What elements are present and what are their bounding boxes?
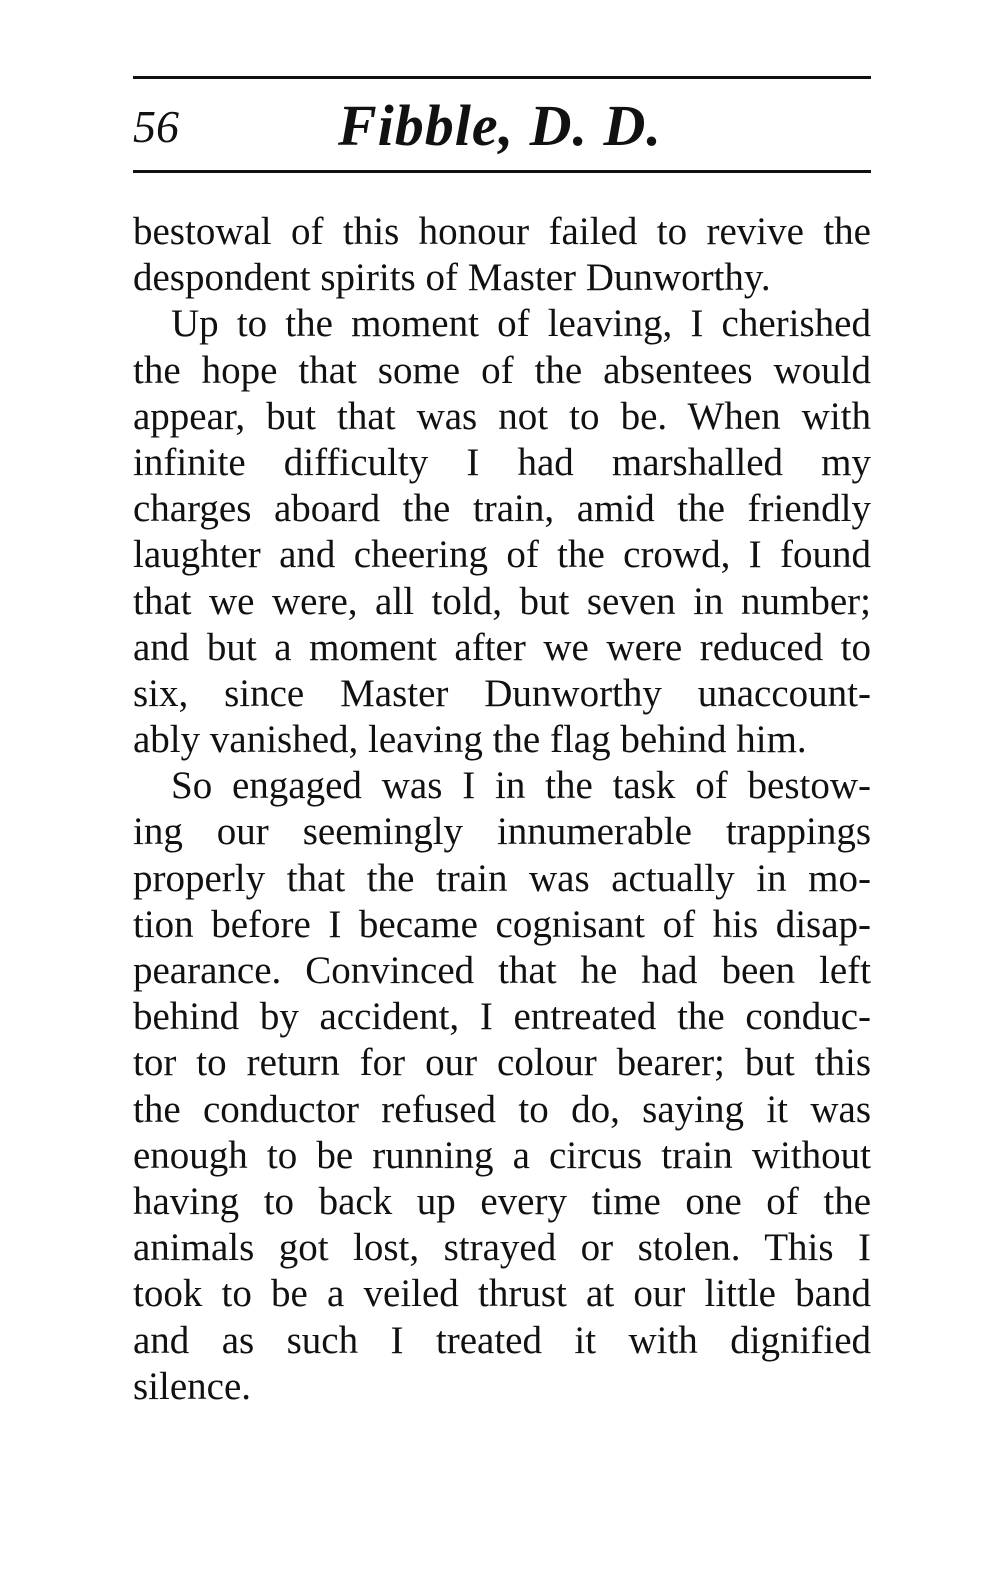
text-line: the hope that some of the absentees would	[133, 348, 871, 392]
running-head	[133, 88, 871, 168]
text-line: pearance. Convinced that he had been left	[133, 949, 871, 992]
text-line: silence.	[133, 1364, 252, 1408]
text-line: tion before I became cognisant of his disap-	[133, 902, 871, 946]
text-line: properly that the train was actually in mo-	[133, 856, 871, 900]
text-line: and as such I treated it with dignified	[133, 1318, 871, 1362]
text-line: laughter and cheering of the crowd, I found	[133, 533, 871, 577]
page-number: 56	[133, 101, 179, 152]
body-text	[133, 209, 871, 1410]
text-line: appear, but that was not to be. When with	[133, 394, 871, 438]
text-line: tor to return for our colour bearer; but this	[133, 1041, 871, 1085]
text-line: So engaged was I in the task of bestow-	[171, 764, 871, 808]
text-line: Up to the moment of leaving, I cherished	[171, 302, 871, 346]
text-line: charges aboard the train, amid the friendly	[133, 487, 871, 531]
running-title: Fibble, D. D.	[338, 93, 662, 158]
text-line: and but a moment after we were reduced to	[133, 625, 871, 669]
text-line: animals got lost, strayed or stolen. This I	[133, 1226, 871, 1270]
text-line: despondent spirits of Master Dunworthy.	[133, 256, 771, 300]
text-line: bestowal of this honour failed to revive the	[133, 210, 871, 253]
text-line: having to back up every time one of the	[133, 1179, 871, 1223]
text-line: behind by accident, I entreated the conduc-	[133, 995, 871, 1039]
text-line: six, since Master Dunworthy unaccount-	[133, 671, 871, 715]
text-line: took to be a veiled thrust at our little band	[133, 1272, 871, 1316]
text-line: that we were, all told, but seven in number;	[133, 579, 871, 623]
text-line: infinite difficulty I had marshalled my	[133, 440, 871, 484]
header-top-rule	[133, 76, 871, 79]
header-bottom-rule	[133, 170, 871, 173]
text-line: enough to be running a circus train without	[133, 1133, 871, 1177]
text-line: ing our seemingly innumerable trappings	[133, 810, 871, 854]
text-line: ably vanished, leaving the flag behind him.	[133, 718, 807, 762]
text-line: the conductor refused to do, saying it was	[133, 1087, 871, 1131]
